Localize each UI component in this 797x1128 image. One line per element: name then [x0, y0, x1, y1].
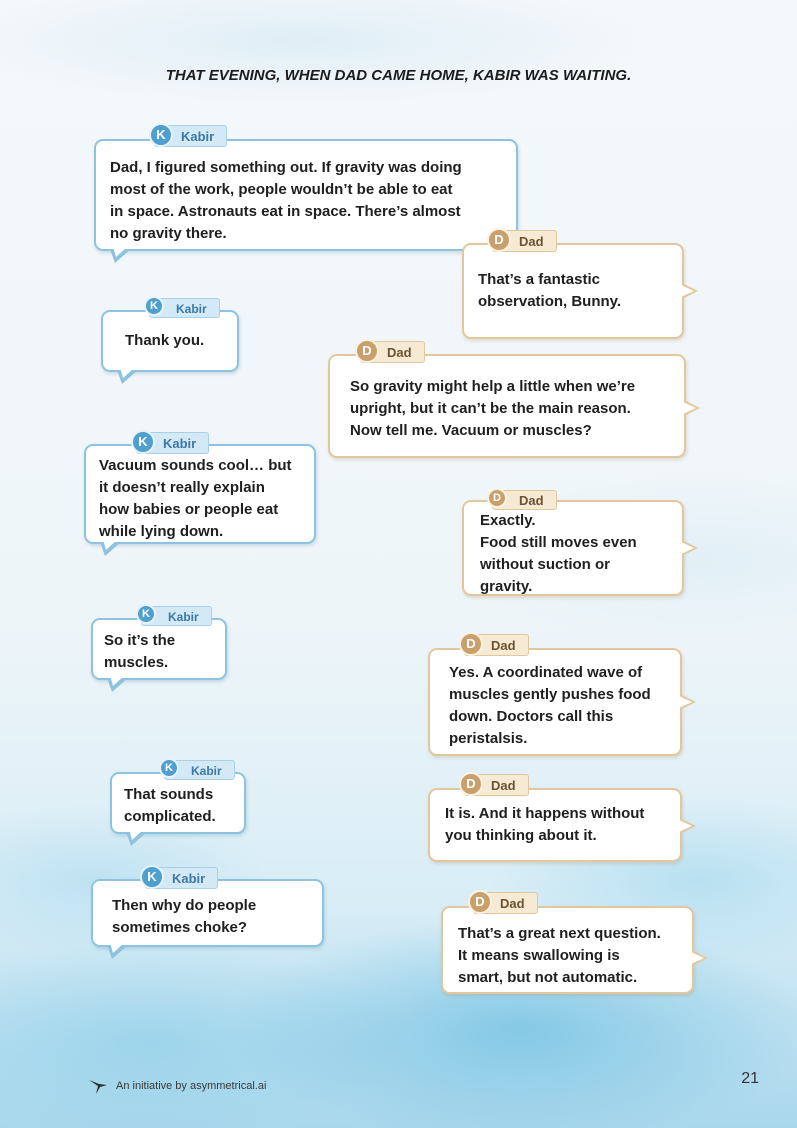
speech-bubble-kabir: [110, 762, 246, 834]
speech-bubble-dad: [428, 636, 682, 756]
dialogue-text: Vacuum sounds cool… but it doesn’t really explain how babies or people eat while lying down.: [99, 457, 292, 540]
speech-bubble-dad: [328, 343, 686, 458]
speaker-tag-dad: [360, 341, 425, 363]
kabir-avatar-icon: K: [136, 604, 156, 624]
speaker-tag-kabir: [154, 125, 227, 147]
page-number: 21: [741, 1070, 759, 1087]
dad-avatar-icon: D: [459, 632, 483, 656]
dad-avatar-icon: D: [459, 772, 483, 796]
dialogue-text: Dad, I figured something out. If gravity was doing most of the work, people wouldn’t be able to eat in space. Astronauts eat in space. There’s almost no gravity there.: [110, 159, 462, 242]
speaker-name: Kabir: [163, 436, 197, 451]
kabir-avatar-icon: K: [159, 758, 179, 778]
speaker-name: Dad: [519, 234, 544, 249]
footer-credit: [88, 1077, 266, 1095]
bird-logo-icon: [88, 1077, 108, 1095]
dialogue-text: Then why do people sometimes choke?: [112, 897, 257, 936]
speaker-tag-dad: [464, 774, 529, 796]
dad-avatar-icon: D: [468, 890, 492, 914]
kabir-avatar-icon: K: [131, 430, 155, 454]
speaker-name: Dad: [519, 493, 544, 508]
dad-avatar-icon: D: [355, 339, 379, 363]
dialogue-text: So gravity might help a little when we’re upright, but it can’t be the main reason. Now tell me. Vacuum or muscles?: [350, 378, 636, 439]
speech-bubble-kabir: [84, 434, 316, 544]
speaker-tag-kabir: [141, 606, 212, 626]
speaker-tag-dad: [492, 490, 557, 510]
dialogue-text: It is. And it happens without you thinking about it.: [445, 805, 645, 844]
speech-bubble-dad: [462, 232, 684, 339]
kabir-avatar-icon: K: [149, 123, 173, 147]
speaker-tag-kabir: [136, 432, 209, 454]
dialogue-text: That sounds complicated.: [124, 786, 216, 825]
dialogue-text: Thank you.: [125, 332, 205, 349]
speaker-tag-dad: [464, 634, 529, 656]
speech-bubble-dad: [441, 894, 694, 994]
speaker-tag-dad: [473, 892, 538, 914]
speech-bubble-kabir: [94, 127, 518, 251]
speech-bubble-kabir: [91, 869, 324, 947]
dialogue-text: Exactly. Food still moves even without suction or gravity.: [480, 512, 637, 595]
dad-avatar-icon: D: [487, 228, 511, 252]
speaker-name: Dad: [491, 778, 516, 793]
kabir-avatar-icon: K: [144, 296, 164, 316]
speaker-name: Kabir: [191, 764, 222, 778]
speaker-name: Dad: [491, 638, 516, 653]
dialogue-text: That’s a great next question. It means swallowing is smart, but not automatic.: [458, 925, 661, 986]
dialogue-text: Yes. A coordinated wave of muscles gently pushes food down. Doctors call this peristalsis.: [449, 664, 651, 747]
kabir-avatar-icon: K: [140, 865, 164, 889]
speaker-tag-dad: [492, 230, 557, 252]
speech-bubble-kabir: [91, 608, 227, 680]
scene-heading: THAT EVENING, WHEN DAD CAME HOME, KABIR WAS WAITING.: [165, 67, 632, 84]
dad-avatar-icon: D: [487, 488, 507, 508]
dialogue-text: So it’s the muscles.: [104, 632, 176, 671]
speaker-name: Kabir: [168, 610, 199, 624]
speaker-name: Dad: [500, 896, 525, 911]
speaker-name: Dad: [387, 345, 412, 360]
speaker-tag-kabir: [164, 760, 235, 780]
speaker-tag-kabir: [149, 298, 220, 318]
speaker-tag-kabir: [145, 867, 218, 889]
speaker-name: Kabir: [181, 129, 215, 144]
credit-text: An initiative by asymmetrical.ai: [116, 1080, 267, 1092]
speech-bubble-dad: [428, 776, 682, 862]
dialogue-text: That’s a fantastic observation, Bunny.: [478, 271, 622, 310]
speaker-name: Kabir: [172, 871, 206, 886]
speaker-name: Kabir: [176, 302, 207, 316]
speech-bubble-dad: [462, 492, 684, 596]
speech-bubble-kabir: [101, 300, 239, 372]
